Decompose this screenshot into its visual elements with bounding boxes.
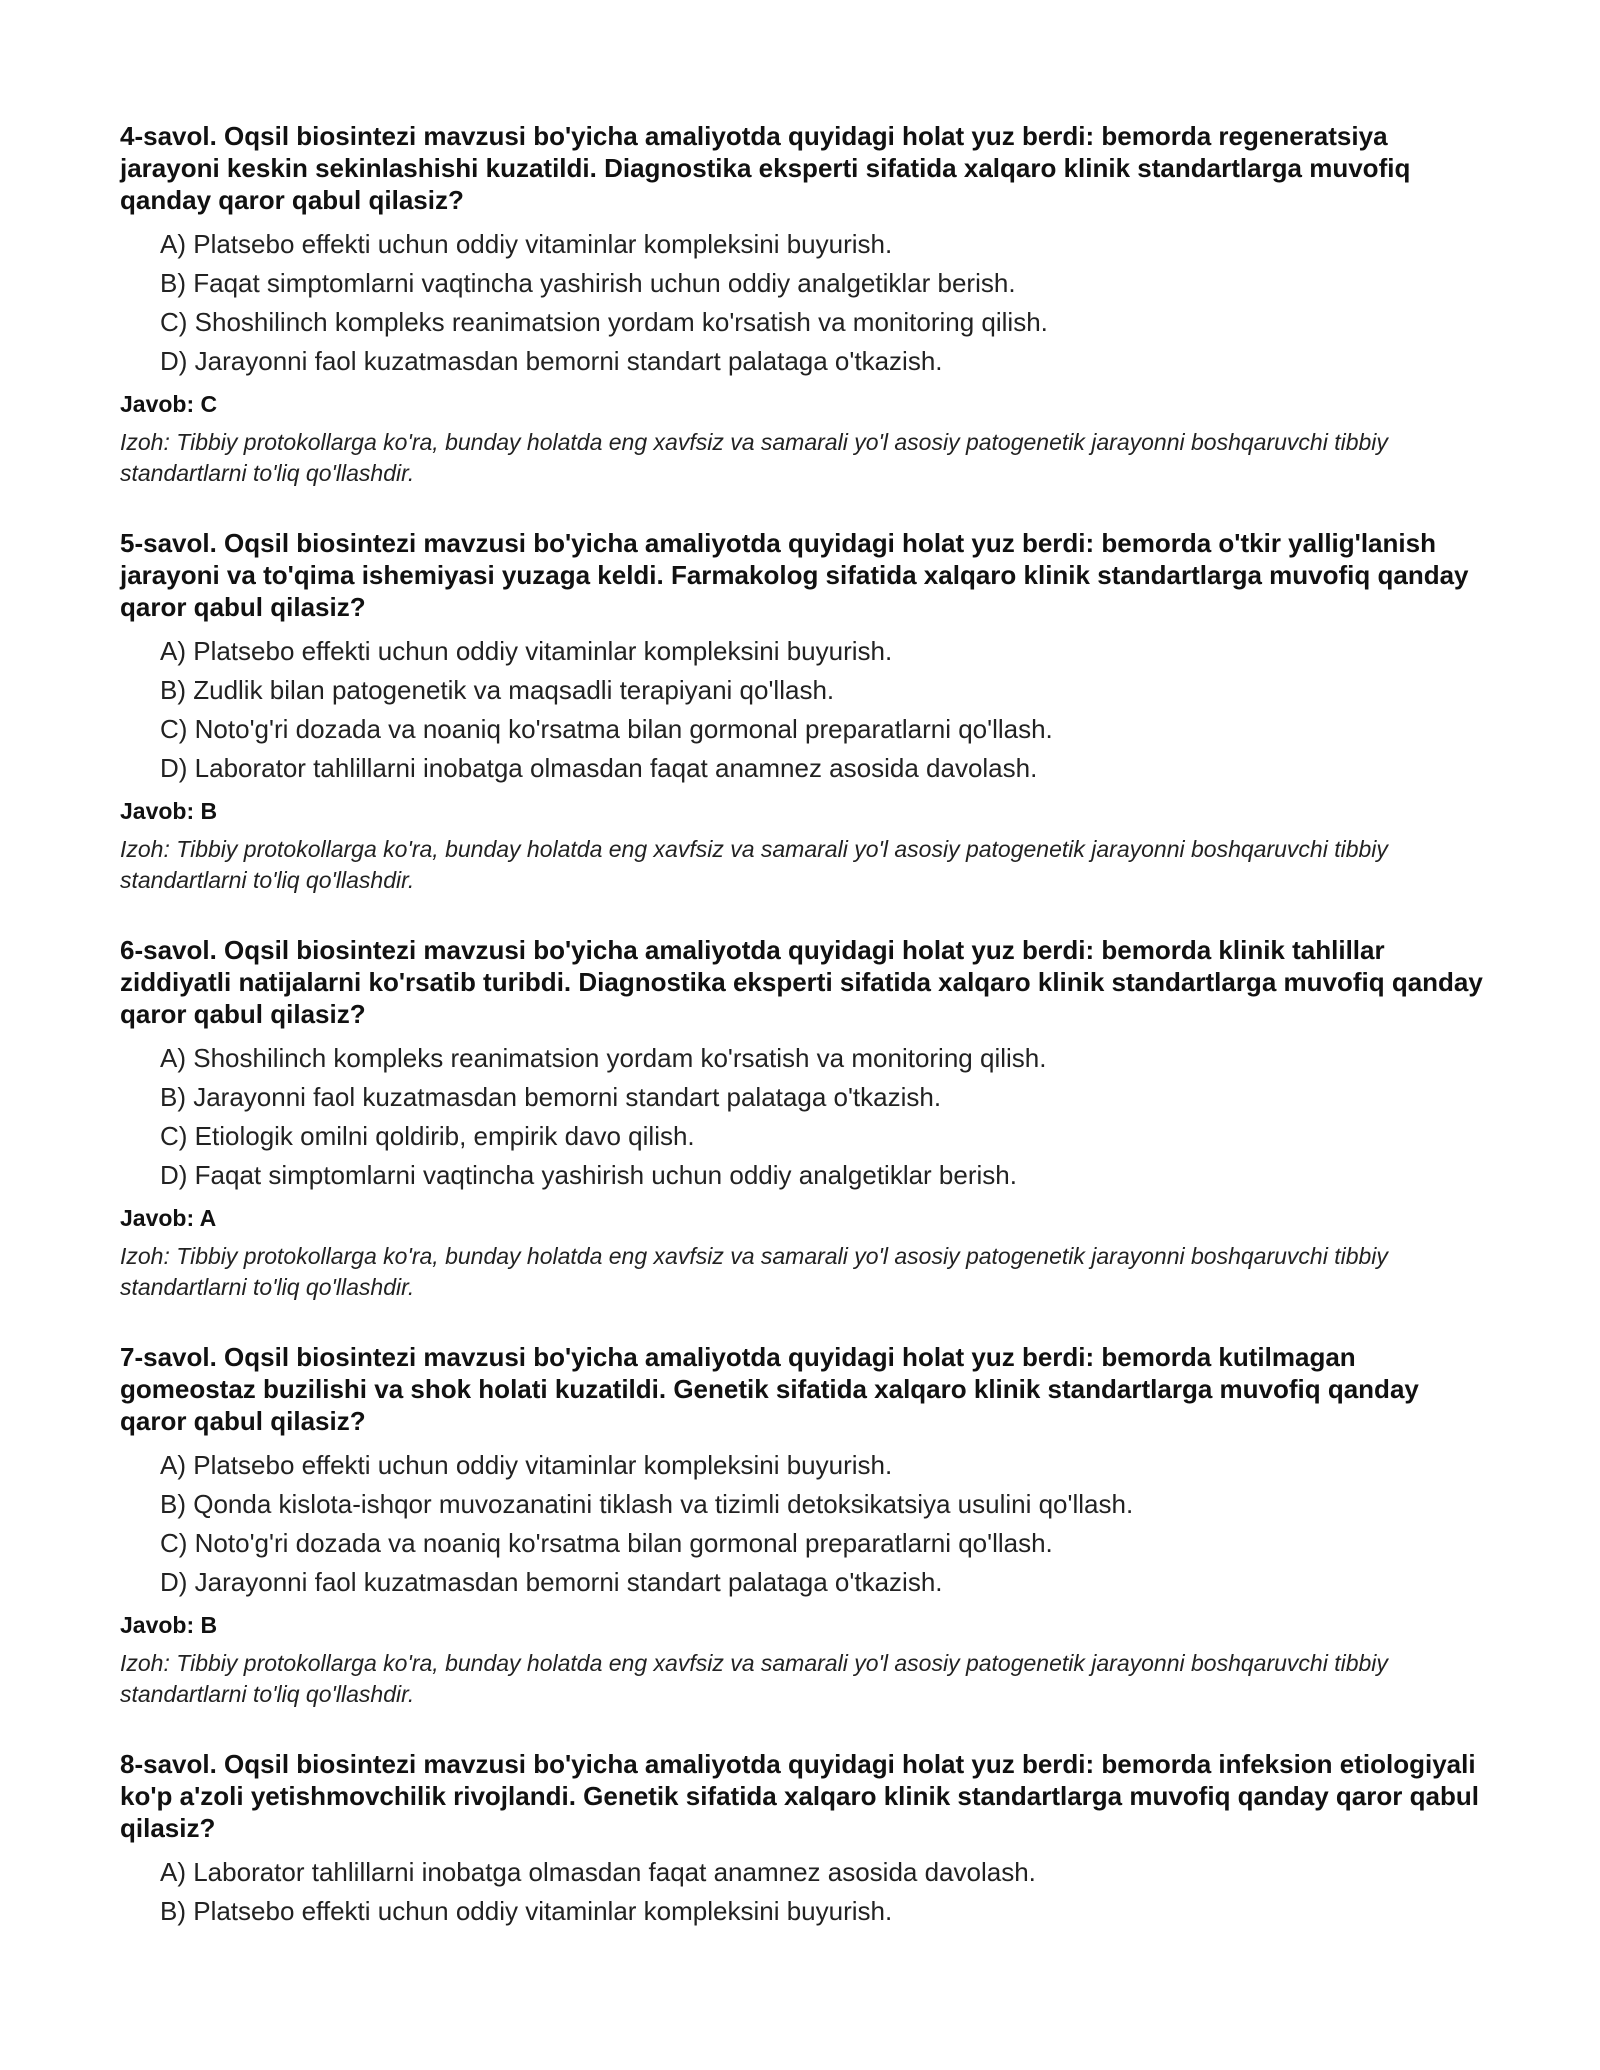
answer-options xyxy=(120,635,1490,784)
explanation: Izoh: Tibbiy protokollarga ko'ra, bunday holatda eng xavfsiz va samarali yo'l asosiy patogenetik jarayonni boshqaruvchi tibbiy standartlarni to'liq qo'llashdir. xyxy=(120,1243,1388,1300)
answer-options xyxy=(120,1856,1490,1927)
option-a: A) Shoshilinch kompleks reanimatsion yordam ko'rsatish va monitoring qilish. xyxy=(160,1043,1047,1073)
option-a: A) Laborator tahlillarni inobatga olmasdan faqat anamnez asosida davolash. xyxy=(160,1857,1036,1887)
option-c: C) Noto'g'ri dozada va noaniq ko'rsatma bilan gormonal preparatlarni qo'llash. xyxy=(160,1528,1053,1558)
explanation: Izoh: Tibbiy protokollarga ko'ra, bunday holatda eng xavfsiz va samarali yo'l asosiy patogenetik jarayonni boshqaruvchi tibbiy standartlarni to'liq qo'llashdir. xyxy=(120,1650,1388,1707)
answer-options xyxy=(120,1449,1490,1598)
option-a: A) Platsebo effekti uchun oddiy vitaminlar kompleksini buyurish. xyxy=(160,1450,893,1480)
option-b: B) Qonda kislota-ishqor muvozanatini tiklash va tizimli detoksikatsiya usulini qo'llash. xyxy=(160,1489,1134,1519)
answer-key: Javob: B xyxy=(120,1612,218,1638)
answer-key: Javob: A xyxy=(120,1205,217,1231)
question-block xyxy=(120,527,1490,896)
option-c: C) Shoshilinch kompleks reanimatsion yordam ko'rsatish va monitoring qilish. xyxy=(160,307,1048,337)
option-b: B) Zudlik bilan patogenetik va maqsadli terapiyani qo'llash. xyxy=(160,675,835,705)
question-block xyxy=(120,934,1490,1303)
option-d: D) Laborator tahlillarni inobatga olmasdan faqat anamnez asosida davolash. xyxy=(160,753,1038,783)
question-block xyxy=(120,1341,1490,1710)
option-b: B) Platsebo effekti uchun oddiy vitaminlar kompleksini buyurish. xyxy=(160,1896,893,1926)
answer-options xyxy=(120,228,1490,377)
option-c: C) Noto'g'ri dozada va noaniq ko'rsatma bilan gormonal preparatlarni qo'llash. xyxy=(160,714,1053,744)
explanation: Izoh: Tibbiy protokollarga ko'ra, bunday holatda eng xavfsiz va samarali yo'l asosiy patogenetik jarayonni boshqaruvchi tibbiy standartlarni to'liq qo'llashdir. xyxy=(120,836,1388,893)
question-title: 4-savol. Oqsil biosintezi mavzusi bo'yicha amaliyotda quyidagi holat yuz berdi: bemorda regeneratsiya jarayoni keskin sekinlashishi kuzatildi. Diagnostika eksperti sifatida xalqaro klinik standartlarga muvofiq qanday qaror qabul qilasiz? xyxy=(120,121,1411,215)
document-page xyxy=(120,120,1490,1965)
option-d: D) Jarayonni faol kuzatmasdan bemorni standart palataga o'tkazish. xyxy=(160,1567,943,1597)
answer-options xyxy=(120,1042,1490,1191)
option-a: A) Platsebo effekti uchun oddiy vitaminlar kompleksini buyurish. xyxy=(160,229,893,259)
question-title: 7-savol. Oqsil biosintezi mavzusi bo'yicha amaliyotda quyidagi holat yuz berdi: bemorda kutilmagan gomeostaz buzilishi va shok holati kuzatildi. Genetik sifatida xalqaro klinik standartlarga muvofiq qanday qaror qabul qilasiz? xyxy=(120,1342,1419,1436)
question-title: 6-savol. Oqsil biosintezi mavzusi bo'yicha amaliyotda quyidagi holat yuz berdi: bemorda klinik tahlillar ziddiyatli natijalarni ko'rsatib turibdi. Diagnostika eksperti sifatida xalqaro klinik standartlarga muvofiq qanday qaror qabul qilasiz? xyxy=(120,935,1483,1029)
question-title: 5-savol. Oqsil biosintezi mavzusi bo'yicha amaliyotda quyidagi holat yuz berdi: bemorda o'tkir yallig'lanish jarayoni va to'qima ishemiyasi yuzaga keldi. Farmakolog sifatida xalqaro klinik standartlarga muvofiq qanday qaror qabul qilasiz? xyxy=(120,528,1469,622)
question-block xyxy=(120,120,1490,489)
option-d: D) Faqat simptomlarni vaqtincha yashirish uchun oddiy analgetiklar berish. xyxy=(160,1160,1017,1190)
answer-key: Javob: C xyxy=(120,391,218,417)
option-c: C) Etiologik omilni qoldirib, empirik davo qilish. xyxy=(160,1121,695,1151)
question-block xyxy=(120,1748,1490,1927)
question-title: 8-savol. Oqsil biosintezi mavzusi bo'yicha amaliyotda quyidagi holat yuz berdi: bemorda infeksion etiologiyali ko'p a'zoli yetishmovchilik rivojlandi. Genetik sifatida xalqaro klinik standartlarga muvofiq qanday qaror qabul qilasiz? xyxy=(120,1749,1479,1843)
explanation: Izoh: Tibbiy protokollarga ko'ra, bunday holatda eng xavfsiz va samarali yo'l asosiy patogenetik jarayonni boshqaruvchi tibbiy standartlarni to'liq qo'llashdir. xyxy=(120,429,1388,486)
option-b: B) Jarayonni faol kuzatmasdan bemorni standart palataga o'tkazish. xyxy=(160,1082,942,1112)
option-d: D) Jarayonni faol kuzatmasdan bemorni standart palataga o'tkazish. xyxy=(160,346,943,376)
option-a: A) Platsebo effekti uchun oddiy vitaminlar kompleksini buyurish. xyxy=(160,636,893,666)
answer-key: Javob: B xyxy=(120,798,218,824)
option-b: B) Faqat simptomlarni vaqtincha yashirish uchun oddiy analgetiklar berish. xyxy=(160,268,1016,298)
